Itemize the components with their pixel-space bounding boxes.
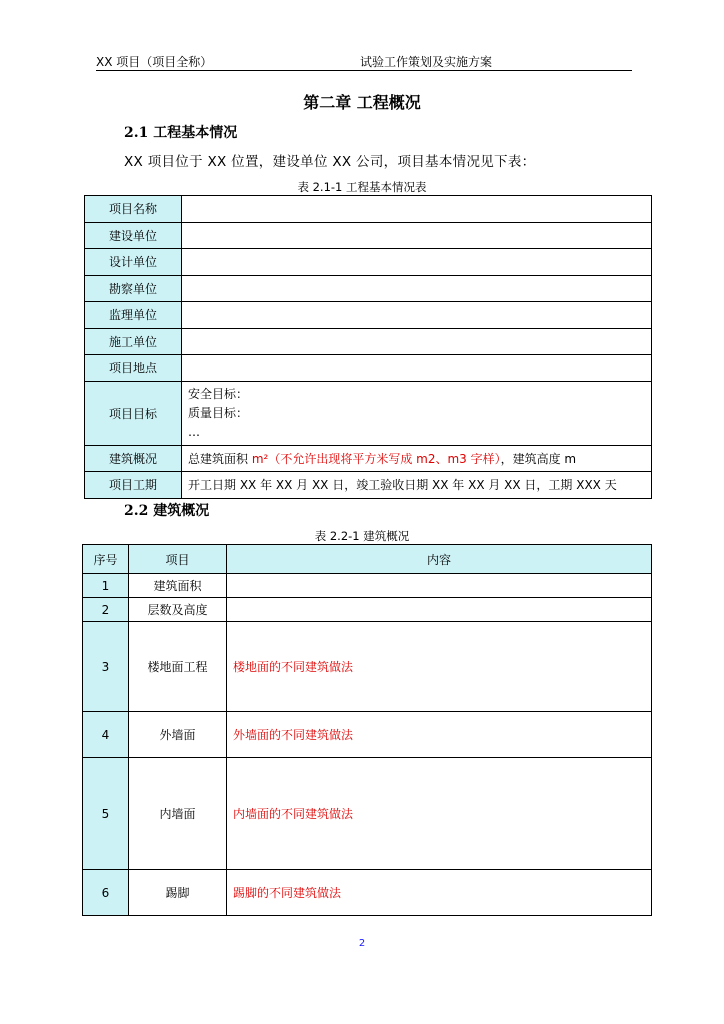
- row-label: 建筑概况: [85, 445, 182, 472]
- table-row: [83, 758, 652, 870]
- row-content: [227, 574, 652, 598]
- row-value-period: 开工日期 XX 年 XX 月 XX 日，竣工验收日期 XX 年 XX 月 XX 日，工期 XXX 天: [182, 472, 652, 499]
- row-label: 项目名称: [85, 196, 182, 223]
- row-no: 1: [83, 574, 129, 598]
- table-row: [83, 712, 652, 758]
- table-row-building: [85, 445, 652, 472]
- table-row: [83, 870, 652, 916]
- row-value: [182, 302, 652, 329]
- row-item: 踢脚: [129, 870, 227, 916]
- table-row: [85, 196, 652, 223]
- table-2-1-1-caption: 表 2.1-1 工程基本情况表: [297, 180, 427, 194]
- row-content: 内墙面的不同建筑做法: [227, 758, 652, 870]
- table-row-period: [85, 472, 652, 499]
- row-item: 层数及高度: [129, 598, 227, 622]
- row-no: 4: [83, 712, 129, 758]
- row-label: 施工单位: [85, 328, 182, 355]
- building-text-note: m²（不允许出现将平方米写成 m2、m3 字样）: [251, 451, 501, 466]
- row-no: 5: [83, 758, 129, 870]
- table-row: [83, 574, 652, 598]
- header-item: 项目: [129, 545, 227, 574]
- quality-goal: 质量目标：: [188, 405, 249, 420]
- row-value: [182, 328, 652, 355]
- building-text-b: ，建筑高度 m: [500, 451, 577, 466]
- goal-ellipsis: …: [188, 424, 200, 439]
- header-project-name: XX 项目（项目全称）: [96, 55, 213, 69]
- chapter-title: 第二章 工程概况: [303, 93, 421, 112]
- table-row: [85, 249, 652, 276]
- row-label: 勘察单位: [85, 275, 182, 302]
- header-content: 内容: [227, 545, 652, 574]
- row-content: 楼地面的不同建筑做法: [227, 622, 652, 712]
- row-content: 外墙面的不同建筑做法: [227, 712, 652, 758]
- row-label: 监理单位: [85, 302, 182, 329]
- table-row: [85, 222, 652, 249]
- row-item: 楼地面工程: [129, 622, 227, 712]
- row-no: 2: [83, 598, 129, 622]
- building-text-a: 总建筑面积: [188, 451, 252, 466]
- table-2-2-1-caption: 表 2.2-1 建筑概况: [314, 529, 410, 543]
- row-label: 设计单位: [85, 249, 182, 276]
- row-label: 建设单位: [85, 222, 182, 249]
- table-row: [85, 355, 652, 382]
- row-label: 项目工期: [85, 472, 182, 499]
- row-value: [182, 222, 652, 249]
- row-value: [182, 196, 652, 223]
- row-value-building: [182, 445, 652, 472]
- row-no: 3: [83, 622, 129, 712]
- row-label: 项目目标: [85, 381, 182, 445]
- row-value: [182, 355, 652, 382]
- page-number: 2: [358, 938, 366, 949]
- page-header: [96, 52, 632, 71]
- table-header-row: [83, 545, 652, 574]
- safety-goal: 安全目标：: [188, 386, 249, 401]
- table-row-goal: [85, 381, 652, 445]
- row-no: 6: [83, 870, 129, 916]
- row-content: 踢脚的不同建筑做法: [227, 870, 652, 916]
- section-2-1-intro: XX 项目位于 XX 位置，建设单位 XX 公司，项目基本情况见下表：: [124, 154, 536, 170]
- row-item: 外墙面: [129, 712, 227, 758]
- table-row: [85, 328, 652, 355]
- row-item: 建筑面积: [129, 574, 227, 598]
- table-row: [85, 275, 652, 302]
- section-2-2-title: 2.2 建筑概况: [124, 503, 210, 519]
- table-row: [83, 598, 652, 622]
- row-label: 项目地点: [85, 355, 182, 382]
- header-doc-title: 试验工作策划及实施方案: [360, 55, 493, 69]
- building-overview-table: [82, 544, 652, 916]
- header-no: 序号: [83, 545, 129, 574]
- basic-info-table: [84, 195, 652, 499]
- row-value: [182, 249, 652, 276]
- section-2-1-title: 2.1 工程基本情况: [124, 125, 238, 141]
- row-content: [227, 598, 652, 622]
- table-row: [83, 622, 652, 712]
- row-item: 内墙面: [129, 758, 227, 870]
- row-value: [182, 275, 652, 302]
- row-value-goal: [182, 381, 652, 445]
- table-row: [85, 302, 652, 329]
